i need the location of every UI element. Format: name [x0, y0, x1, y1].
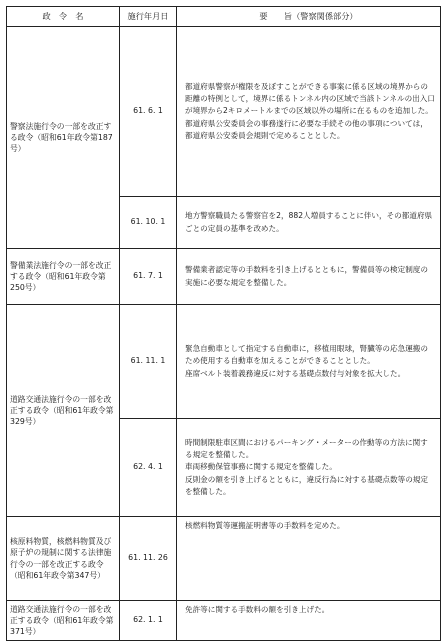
- summary-paragraph: 車両移動保管事務に関する規定を整備した。: [185, 462, 337, 472]
- summary-paragraph: 反則金の額を引き上げるとともに，違反行為に対する基礎点数等の規定を整備した。: [185, 474, 428, 496]
- enforcement-date-cell: 61. 11. 26: [120, 517, 177, 601]
- table-row: [7, 517, 441, 601]
- summary-cell: [177, 419, 441, 517]
- ordinance-name-cell: 警備業法施行令の一部を改正する政令（昭和61年政令第250号）: [7, 249, 120, 305]
- table-row: [7, 601, 441, 641]
- ordinance-name-cell: 警察法施行令の一部を改正する政令（昭和61年政令第187号）: [7, 27, 120, 249]
- summary-cell: [177, 27, 441, 197]
- ordinance-name-cell: 道路交通法施行令の一部を改正する政令（昭和61年政令第329号）: [7, 305, 120, 517]
- summary-paragraph: 核燃料物質等運搬証明書等の手数料を定めた。: [185, 521, 345, 530]
- table-row: [7, 305, 441, 419]
- header-summary: 要 旨（警察関係部分）: [177, 7, 441, 27]
- summary-paragraph: 座席ベルト装着義務違反に対する基礎点数付与対象を拡大した。: [185, 368, 406, 378]
- table-header-row: [7, 7, 441, 27]
- ordinance-name-cell: 核原料物質，核燃料物質及び原子炉の規制に関する法律施行令の一部を改正する政令（昭和61年政令第347号）: [7, 517, 120, 601]
- summary-cell: [177, 601, 441, 641]
- summary-paragraph: 地方警察職員たる警察官を2，882人増員することに伴い，その都道府県ごとの定員の基準を改めた。: [185, 211, 433, 233]
- enforcement-date-cell: 61. 10. 1: [120, 197, 177, 249]
- summary-cell: [177, 517, 441, 601]
- summary-paragraph: 都道府県公安委員会の事務遂行に必要な手続その他の事項については，都道府県公安委員会規則で定めることとした。: [185, 118, 428, 140]
- ordinance-table: [6, 6, 441, 641]
- enforcement-date-cell: 62. 4. 1: [120, 419, 177, 517]
- summary-cell: [177, 197, 441, 249]
- summary-paragraph: 時間制限駐車区間におけるパーキング・メーターの作動等の方法に関する規定を整備した。: [185, 437, 428, 460]
- summary-paragraph: 免許等に関する手数料の額を引き上げた。: [185, 605, 330, 614]
- table-row: [7, 27, 441, 197]
- summary-cell: [177, 249, 441, 305]
- header-enforcement-date: 施行年月日: [120, 7, 177, 27]
- ordinance-name-cell: 道路交通法施行令の一部を改正する政令（昭和61年政令第371号）: [7, 601, 120, 641]
- header-ordinance-name: 政 令 名: [7, 7, 120, 27]
- enforcement-date-cell: 61. 6. 1: [120, 27, 177, 197]
- summary-paragraph: 都道府県警察が権限を及ぼすことができる事案に係る区域の境界からの距離の特例として，境界に係るトンネル内の区域で当該トンネルの出入口が境界から2キロメートルまでの区域以外の場所に在るものを追加した。: [185, 81, 435, 116]
- enforcement-date-cell: 62. 1. 1: [120, 601, 177, 641]
- table-row: [7, 249, 441, 305]
- summary-paragraph: 警備業者認定等の手数料を引き上げるとともに，警備員等の検定制度の実施に必要な規定を整備した。: [185, 265, 428, 287]
- enforcement-date-cell: 61. 7. 1: [120, 249, 177, 305]
- summary-paragraph: 緊急自動車として指定する自動車に，移植用眼球，腎臓等の応急運搬のため使用する自動車を加えることができることとした。: [185, 344, 428, 366]
- enforcement-date-cell: 61. 11. 1: [120, 305, 177, 419]
- summary-cell: [177, 305, 441, 419]
